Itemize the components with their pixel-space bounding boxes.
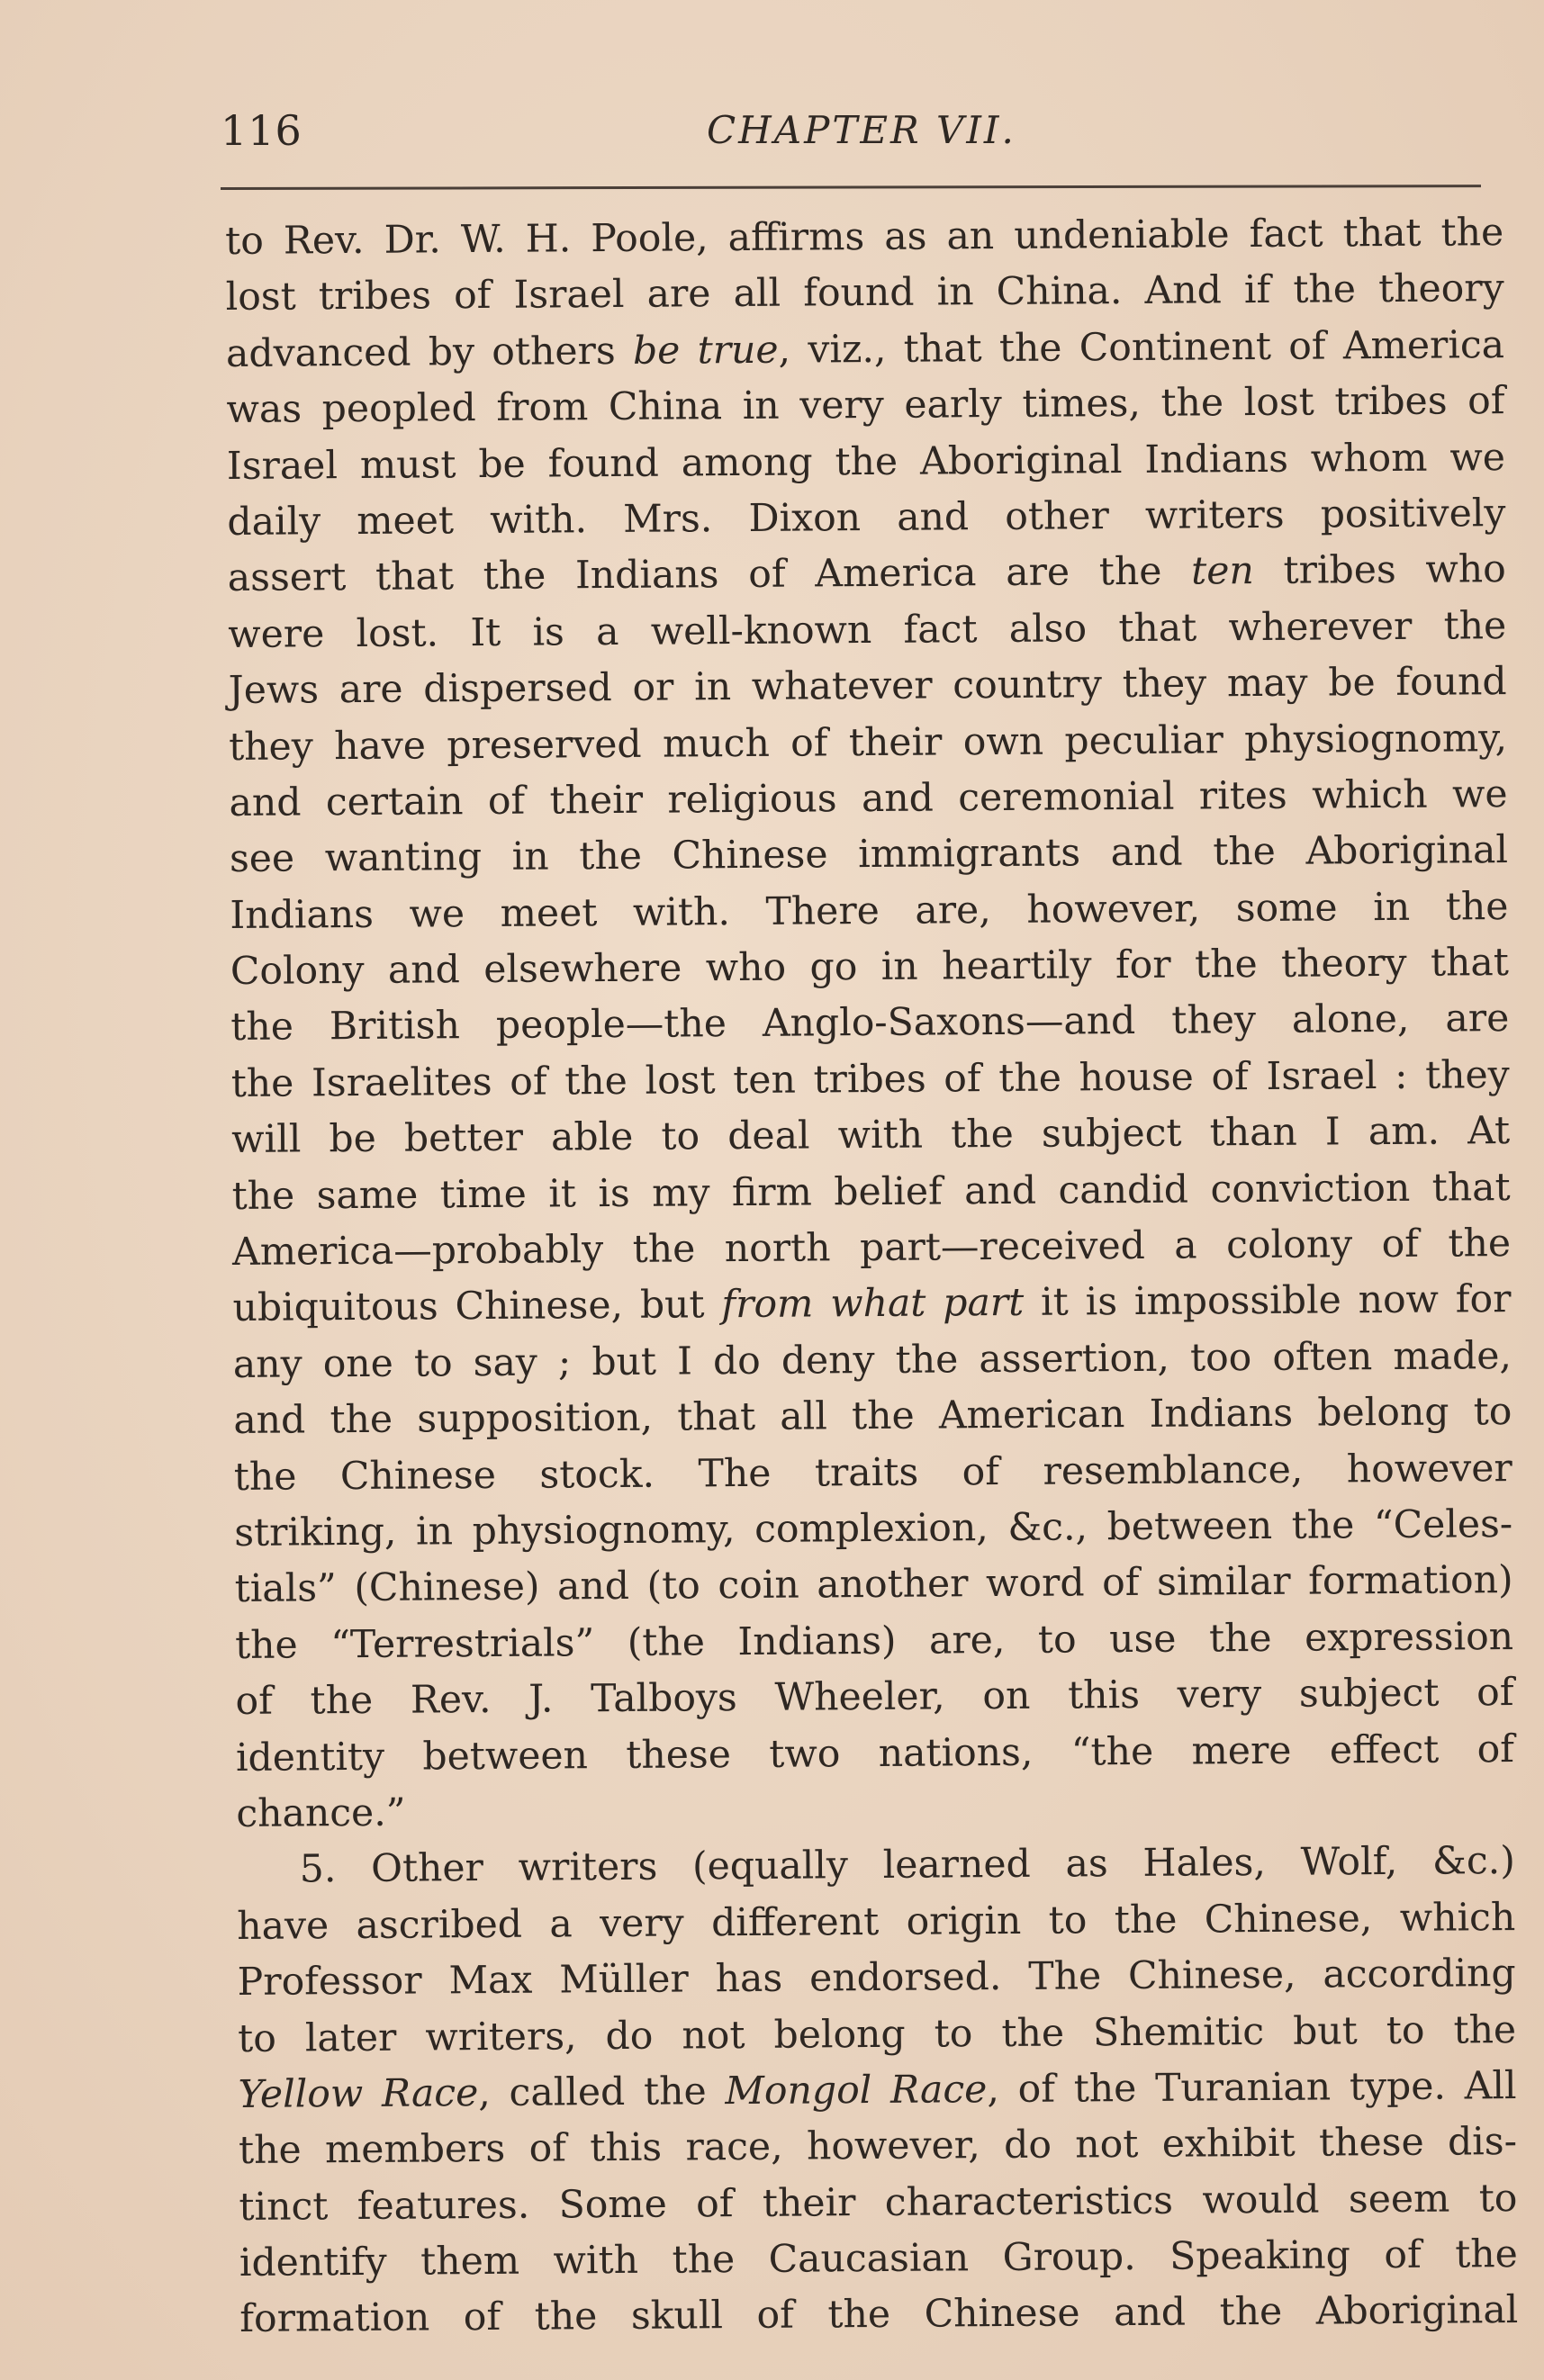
text-line: and certain of their religious and ceremonial rites which we <box>229 771 1508 825</box>
text-segment: tribes who <box>1253 547 1506 594</box>
text-line: striking, in physiognomy, complexion, &c., between the “Celes- <box>234 1502 1513 1555</box>
italic-segment: Yellow Race <box>238 2070 479 2117</box>
running-head: CHAPTER VII. <box>707 108 1016 152</box>
body-text <box>225 205 1519 2348</box>
text-segment: advanced by others <box>225 329 634 376</box>
text-line: the Chinese stock. The traits of resemblance, however <box>233 1446 1512 1500</box>
text-line: the Israelites of the lost ten tribes of the house of Israel : they <box>230 1052 1510 1106</box>
text-line: they have preserved much of their own peculiar physiognomy, <box>228 716 1508 770</box>
text-line <box>232 1272 1511 1337</box>
text-line: the same time it is my firm belief and candid conviction that <box>231 1165 1511 1219</box>
text-line: any one to say ; but I do deny the assertion, too often made, <box>232 1333 1512 1387</box>
text-line: Colony and elsewhere who go in heartily for the theory that <box>230 941 1510 995</box>
text-line: Indians we meet with. There are, however, some in the <box>230 884 1509 938</box>
text-line: America—probably the north part—received a colony of the <box>231 1222 1512 1276</box>
text-line <box>228 542 1506 607</box>
text-line: chance.” <box>236 1790 406 1836</box>
text-line: to Rev. Dr. W. H. Poole, affirms as an undeniable fact that the <box>225 211 1504 264</box>
text-line: identify them with the Caucasian Group. Speaking of the <box>239 2232 1519 2286</box>
text-line: were lost. It is a well-known fact also that wherever the <box>228 603 1507 657</box>
text-segment: , called the <box>478 2069 726 2115</box>
text-line: daily meet with. Mrs. Dixon and other writers positively <box>227 491 1506 545</box>
text-line: the members of this race, however, do not exhibit these dis- <box>238 2120 1518 2174</box>
header-rule <box>221 185 1481 190</box>
italic-segment: from what part <box>721 1281 1025 1328</box>
text-line: the “Terrestrials” (the Indians) are, to use the expression <box>234 1614 1514 1668</box>
text-line: Jews are dispersed or in whatever country they may be found <box>228 660 1507 714</box>
text-segment: it is impossible now for <box>1024 1277 1512 1326</box>
page-header <box>221 106 1481 169</box>
italic-segment: ten <box>1191 549 1254 594</box>
italic-segment: Mongol Race <box>725 2068 988 2114</box>
text-line: Professor Max Müller has endorsed. The Chinese, according <box>237 1952 1516 2006</box>
text-line: will be better able to deal with the subject than I am. At <box>231 1109 1511 1163</box>
text-line <box>238 2059 1516 2123</box>
text-line: see wanting in the Chinese immigrants and the Aboriginal <box>229 828 1509 882</box>
text-segment: assert that the Indians of America are the <box>227 549 1192 601</box>
text-line: lost tribes of Israel are all found in China. And if the theory <box>225 266 1504 320</box>
page-number: 116 <box>221 106 302 155</box>
text-line: tinct features. Some of their characteristics would seem to <box>239 2176 1518 2230</box>
text-segment: ubiquitous Chinese, but <box>232 1283 722 1331</box>
text-line: identity between these two nations, “the mere effect of <box>235 1726 1515 1780</box>
text-line: and the supposition, that all the American Indians belong to <box>233 1390 1512 1444</box>
text-segment: , of the Turanian type. All <box>987 2063 1517 2113</box>
text-line: the British people—the Anglo-Saxons—and they alone, are <box>230 996 1510 1050</box>
text-line: formation of the skull of the Chinese and the Aboriginal <box>239 2288 1519 2342</box>
text-line: was peopled from China in very early times, the lost tribes of <box>226 379 1505 433</box>
text-line: of the Rev. J. Talboys Wheeler, on this very subject of <box>235 1671 1514 1725</box>
text-line: Israel must be found among the Aboriginal Indians whom we <box>226 435 1506 489</box>
text-line: tials” (Chinese) and (to coin another word of similar formation) <box>234 1558 1513 1612</box>
italic-segment: be true <box>632 328 779 374</box>
text-line: 5. Other writers (equally learned as Hales, Wolf, &c.) <box>299 1839 1515 1892</box>
text-line <box>226 318 1504 383</box>
text-segment: , viz., that the Continent of America <box>778 322 1505 373</box>
text-line: to later writers, do not belong to the Shemitic but to the <box>237 2007 1517 2061</box>
text-line: have ascribed a very different origin to the Chinese, which <box>237 1895 1516 1949</box>
